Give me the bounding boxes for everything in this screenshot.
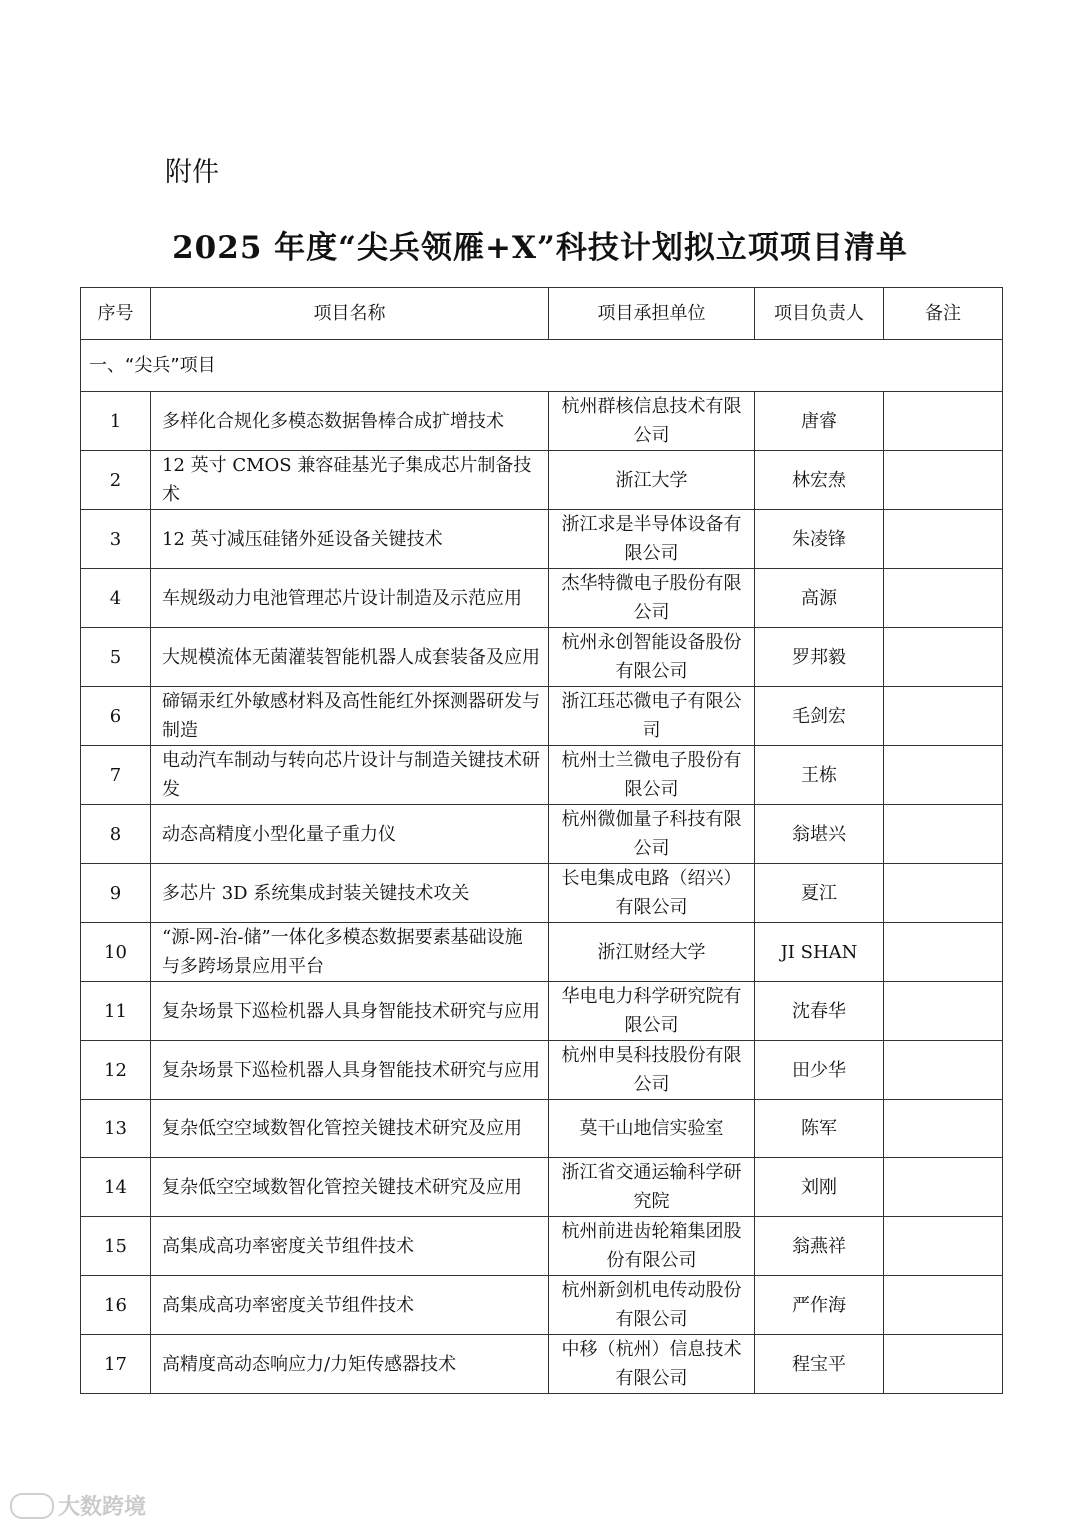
- row-no: 4: [81, 569, 151, 628]
- row-no: 10: [81, 923, 151, 982]
- project-unit: 杭州微伽量子科技有限公司: [549, 805, 755, 864]
- project-unit: 杭州申昊科技股份有限公司: [549, 1041, 755, 1100]
- row-no: 15: [81, 1217, 151, 1276]
- project-note: [884, 982, 1003, 1041]
- project-lead: 刘刚: [755, 1158, 884, 1217]
- project-unit: 杭州新剑机电传动股份有限公司: [549, 1276, 755, 1335]
- row-no: 3: [81, 510, 151, 569]
- table-row: [81, 923, 1003, 982]
- project-note: [884, 1041, 1003, 1100]
- row-no: 5: [81, 628, 151, 687]
- table-header-row: [81, 288, 1003, 340]
- row-no: 9: [81, 864, 151, 923]
- project-name: 复杂低空空域数智化管控关键技术研究及应用: [151, 1158, 549, 1217]
- project-note: [884, 510, 1003, 569]
- row-no: 12: [81, 1041, 151, 1100]
- project-lead: 翁燕祥: [755, 1217, 884, 1276]
- project-table: [80, 287, 1003, 1394]
- row-no: 14: [81, 1158, 151, 1217]
- project-note: [884, 569, 1003, 628]
- project-lead: JI SHAN: [755, 923, 884, 982]
- row-no: 17: [81, 1335, 151, 1394]
- document-title: 2025 年度“尖兵领雁+X”科技计划拟立项项目清单: [172, 230, 908, 266]
- row-no: 16: [81, 1276, 151, 1335]
- project-note: [884, 746, 1003, 805]
- header-name: 项目名称: [151, 288, 549, 340]
- project-note: [884, 1276, 1003, 1335]
- project-name: 12 英寸减压硅锗外延设备关键技术: [151, 510, 549, 569]
- project-lead: 陈军: [755, 1100, 884, 1158]
- project-name: 多样化合规化多模态数据鲁棒合成扩增技术: [151, 392, 549, 451]
- project-unit: 浙江大学: [549, 451, 755, 510]
- project-unit: 杰华特微电子股份有限公司: [549, 569, 755, 628]
- table-row: [81, 805, 1003, 864]
- attachment-label: 附件: [165, 157, 219, 188]
- project-name: 碲镉汞红外敏感材料及高性能红外探测器研发与制造: [151, 687, 549, 746]
- row-no: 1: [81, 392, 151, 451]
- project-note: [884, 864, 1003, 923]
- project-note: [884, 1217, 1003, 1276]
- project-unit: 浙江省交通运输科学研究院: [549, 1158, 755, 1217]
- row-no: 13: [81, 1100, 151, 1158]
- project-lead: 罗邦毅: [755, 628, 884, 687]
- project-unit: 浙江珏芯微电子有限公司: [549, 687, 755, 746]
- header-unit: 项目承担单位: [549, 288, 755, 340]
- table-row: [81, 1276, 1003, 1335]
- project-name: 高精度高动态响应力/力矩传感器技术: [151, 1335, 549, 1394]
- project-note: [884, 1158, 1003, 1217]
- project-note: [884, 392, 1003, 451]
- project-unit: 中移（杭州）信息技术有限公司: [549, 1335, 755, 1394]
- project-name: 12 英寸 CMOS 兼容硅基光子集成芯片制备技术: [151, 451, 549, 510]
- table-row: [81, 569, 1003, 628]
- row-no: 2: [81, 451, 151, 510]
- section-title: 一、“尖兵”项目: [81, 340, 1003, 392]
- project-unit: 长电集成电路（绍兴）有限公司: [549, 864, 755, 923]
- project-note: [884, 1100, 1003, 1158]
- table-row: [81, 982, 1003, 1041]
- row-no: 7: [81, 746, 151, 805]
- project-lead: 沈春华: [755, 982, 884, 1041]
- project-name: 高集成高功率密度关节组件技术: [151, 1217, 549, 1276]
- project-lead: 唐睿: [755, 392, 884, 451]
- project-unit: 华电电力科学研究院有限公司: [549, 982, 755, 1041]
- project-lead: 翁堪兴: [755, 805, 884, 864]
- watermark: [10, 1490, 146, 1521]
- section-row: [81, 340, 1003, 392]
- project-name: 复杂低空空域数智化管控关键技术研究及应用: [151, 1100, 549, 1158]
- project-note: [884, 805, 1003, 864]
- project-note: [884, 923, 1003, 982]
- project-note: [884, 1335, 1003, 1394]
- header-lead: 项目负责人: [755, 288, 884, 340]
- project-unit: 浙江财经大学: [549, 923, 755, 982]
- table-row: [81, 1335, 1003, 1394]
- project-lead: 毛剑宏: [755, 687, 884, 746]
- table-row: [81, 1100, 1003, 1158]
- project-unit: 杭州永创智能设备股份有限公司: [549, 628, 755, 687]
- table-row: [81, 1041, 1003, 1100]
- project-note: [884, 451, 1003, 510]
- project-name: 动态高精度小型化量子重力仪: [151, 805, 549, 864]
- table-row: [81, 510, 1003, 569]
- project-name: 电动汽车制动与转向芯片设计与制造关键技术研发: [151, 746, 549, 805]
- table-row: [81, 628, 1003, 687]
- project-name: 复杂场景下巡检机器人具身智能技术研究与应用: [151, 982, 549, 1041]
- project-name: 多芯片 3D 系统集成封装关键技术攻关: [151, 864, 549, 923]
- project-note: [884, 687, 1003, 746]
- project-lead: 程宝平: [755, 1335, 884, 1394]
- table-row: [81, 746, 1003, 805]
- table-row: [81, 1158, 1003, 1217]
- project-unit: 莫干山地信实验室: [549, 1100, 755, 1158]
- table-row: [81, 451, 1003, 510]
- project-name: 大规模流体无菌灌装智能机器人成套装备及应用: [151, 628, 549, 687]
- watermark-text: 大数跨境: [58, 1495, 147, 1520]
- table-row: [81, 864, 1003, 923]
- header-no: 序号: [81, 288, 151, 340]
- project-name: 车规级动力电池管理芯片设计制造及示范应用: [151, 569, 549, 628]
- project-name: 高集成高功率密度关节组件技术: [151, 1276, 549, 1335]
- header-note: 备注: [884, 288, 1003, 340]
- table-row: [81, 392, 1003, 451]
- project-lead: 严作海: [755, 1276, 884, 1335]
- watermark-logo-icon: [10, 1493, 54, 1519]
- row-no: 8: [81, 805, 151, 864]
- project-lead: 朱凌锋: [755, 510, 884, 569]
- project-lead: 夏江: [755, 864, 884, 923]
- project-note: [884, 628, 1003, 687]
- table-row: [81, 1217, 1003, 1276]
- project-lead: 田少华: [755, 1041, 884, 1100]
- project-unit: 杭州前进齿轮箱集团股份有限公司: [549, 1217, 755, 1276]
- table-row: [81, 687, 1003, 746]
- project-unit: 浙江求是半导体设备有限公司: [549, 510, 755, 569]
- project-unit: 杭州群核信息技术有限公司: [549, 392, 755, 451]
- project-unit: 杭州士兰微电子股份有限公司: [549, 746, 755, 805]
- project-name: “源-网-治-储”一体化多模态数据要素基础设施与多跨场景应用平台: [151, 923, 549, 982]
- project-lead: 高源: [755, 569, 884, 628]
- project-lead: 林宏焘: [755, 451, 884, 510]
- row-no: 6: [81, 687, 151, 746]
- row-no: 11: [81, 982, 151, 1041]
- project-name: 复杂场景下巡检机器人具身智能技术研究与应用: [151, 1041, 549, 1100]
- project-lead: 王栋: [755, 746, 884, 805]
